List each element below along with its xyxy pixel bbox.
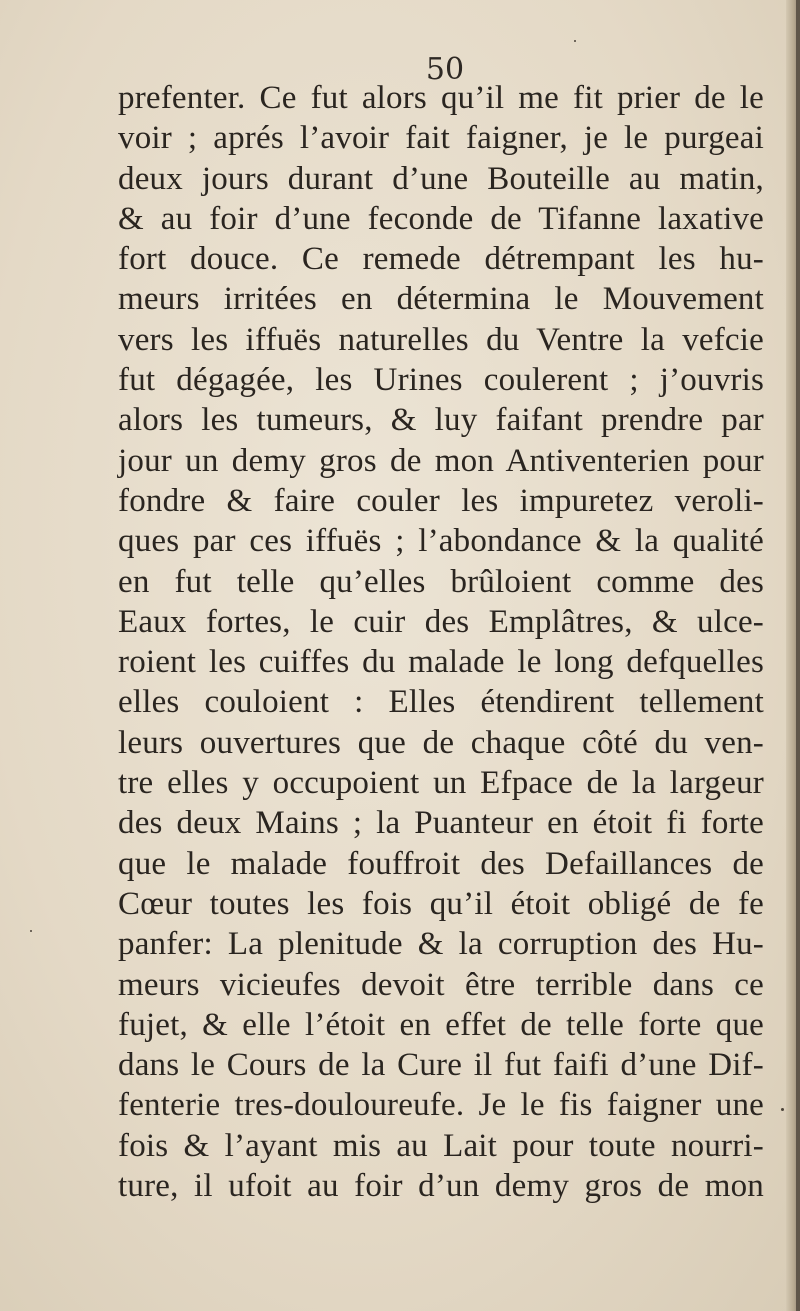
text-line: deux jours durant d’une Bouteille au matin,: [118, 160, 764, 197]
text-line: fut dégagée, les Urines coulerent ; j’ouvris: [118, 362, 764, 399]
ink-speck: [574, 40, 576, 42]
text-line: des deux Mains ; la Puanteur en étoit fi forte: [118, 805, 764, 842]
text-line: jour un demy gros de mon Antiventerien pour: [118, 442, 764, 479]
text-line: voir ; aprés l’avoir fait faigner, je le purgeai: [118, 120, 764, 157]
text-line: prefenter. Ce fut alors qu’il me fit prier de le: [118, 80, 764, 116]
page-edge-shadow: [796, 0, 800, 1311]
text-line: en fut telle qu’elles brûloient comme des: [118, 563, 764, 600]
text-line: fort douce. Ce remede détrempant les hu-: [118, 241, 764, 278]
text-line: ture, il ufoit au foir d’un demy gros de mon: [118, 1168, 764, 1205]
text-line: meurs irritées en détermina le Mouvement: [118, 281, 764, 318]
ink-speck: [30, 930, 32, 932]
ink-speck: [781, 1108, 784, 1111]
text-line: que le malade fouffroit des Defaillances de: [118, 845, 764, 882]
text-line: panfer: La plenitude & la corruption des Hu-: [118, 926, 764, 963]
text-line: Eaux fortes, le cuir des Emplâtres, & ulce-: [118, 603, 764, 640]
page-number: 50: [425, 52, 465, 87]
text-line: Cœur toutes les fois qu’il étoit obligé de fe: [118, 885, 764, 922]
text-line: vers les iffuës naturelles du Ventre la vefcie: [118, 321, 764, 358]
text-line: fujet, & elle l’étoit en effet de telle forte que: [118, 1006, 764, 1043]
text-line: ques par ces iffuës ; l’abondance & la qualité: [118, 523, 764, 560]
text-line: & au foir d’une feconde de Tifanne laxative: [118, 200, 764, 237]
text-line: fenterie tres-douloureufe. Je le fis faigner une: [118, 1087, 764, 1124]
text-line: alors les tumeurs, & luy faifant prendre par: [118, 402, 764, 439]
text-line: fondre & faire couler les impuretez veroli-: [118, 482, 764, 519]
text-line: roient les cuiffes du malade le long defquelles: [118, 644, 764, 681]
text-line: elles couloient : Elles étendirent tellement: [118, 684, 764, 721]
body-text: [118, 78, 764, 1206]
text-line: leurs ouvertures que de chaque côté du ven-: [118, 724, 764, 761]
text-line: tre elles y occupoient un Efpace de la largeur: [118, 765, 764, 802]
text-line: fois & l’ayant mis au Lait pour toute nourri-: [118, 1127, 764, 1164]
text-line: meurs vicieufes devoit être terrible dans ce: [118, 966, 764, 1003]
text-line: dans le Cours de la Cure il fut faifi d’une Dif-: [118, 1047, 764, 1084]
